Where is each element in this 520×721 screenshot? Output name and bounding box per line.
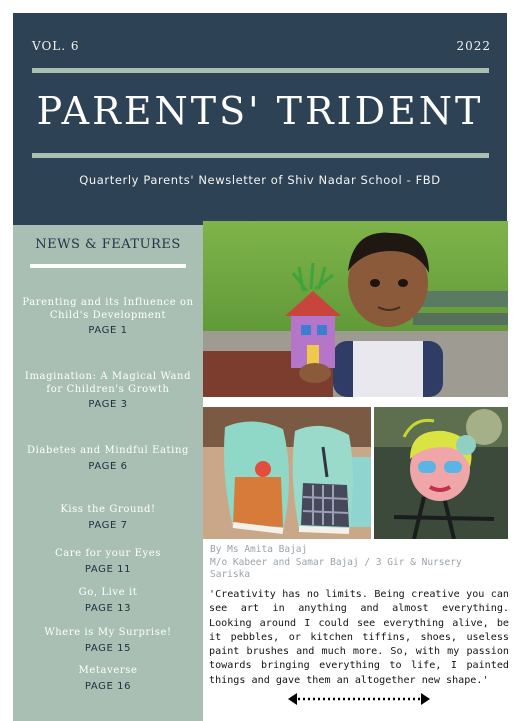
byline-author: By Ms Amita Bajaj xyxy=(210,544,308,555)
volume-label: VOL. 6 xyxy=(32,39,80,53)
toc-item[interactable] xyxy=(21,297,195,336)
toc-item-page: PAGE 7 xyxy=(88,519,128,531)
contents-heading: NEWS & FEATURES xyxy=(35,237,181,252)
article-byline xyxy=(210,544,506,582)
toc-item-title: Parenting and its Influence on Child's Development xyxy=(22,297,194,321)
toc-item-title: Metaverse xyxy=(78,665,138,676)
masthead-rule-top xyxy=(32,68,489,73)
toc-item-title: Go, Live it xyxy=(78,587,138,598)
toc-item-page: PAGE 15 xyxy=(84,642,132,654)
contents-heading-rule xyxy=(30,264,186,268)
toc-item-title: Where is My Surprise! xyxy=(44,627,172,638)
article-quote: 'Creativity has no limits. Being creative you can see art in anything and almost everything. Looking around I could see everything alive, be it pebbles, or kitchen tiffins, shoes, useless paint brushes and much more. So, with my passion towards bringing everything to life, I painted things and gave them an altogether new shape.' xyxy=(209,589,509,686)
masthead-rule-bottom xyxy=(32,153,489,158)
contents-sidebar xyxy=(13,225,203,721)
double-arrow-icon xyxy=(288,691,430,705)
byline-relation: M/o Kabeer and Samar Bajaj / 3 Gir & Nursery Sariska xyxy=(210,556,462,580)
toc-item[interactable] xyxy=(21,548,195,575)
painted-shoes-photo xyxy=(203,407,371,539)
newsletter-title: PARENTS' TRIDENT xyxy=(36,89,484,133)
toc-item[interactable] xyxy=(21,445,195,472)
year-label: 2022 xyxy=(456,39,491,53)
toc-item-page: PAGE 16 xyxy=(84,680,132,692)
toc-item-page: PAGE 1 xyxy=(88,325,128,336)
toc-item-page: PAGE 3 xyxy=(88,399,128,410)
toc-item-title: Imagination: A Magical Wand for Children's Growth xyxy=(24,371,192,395)
newsletter-subtitle: Quarterly Parents' Newsletter of Shiv Nadar School - FBD xyxy=(79,173,441,187)
toc-item-page: PAGE 11 xyxy=(84,563,132,575)
toc-item[interactable] xyxy=(21,371,195,410)
masthead xyxy=(13,13,507,225)
toc-item-title: Diabetes and Mindful Eating xyxy=(26,445,190,456)
toc-item-title: Kiss the Ground! xyxy=(60,504,156,515)
toc-item-title: Care for your Eyes xyxy=(54,548,162,559)
toc-item[interactable] xyxy=(21,504,195,531)
toc-item[interactable] xyxy=(21,627,195,654)
toc-item[interactable] xyxy=(21,665,195,692)
toc-item[interactable] xyxy=(21,587,195,614)
painted-art-photo xyxy=(374,407,508,539)
toc-item-page: PAGE 6 xyxy=(88,460,128,472)
cover-photo-child xyxy=(203,221,508,397)
toc-item-page: PAGE 13 xyxy=(84,602,132,614)
